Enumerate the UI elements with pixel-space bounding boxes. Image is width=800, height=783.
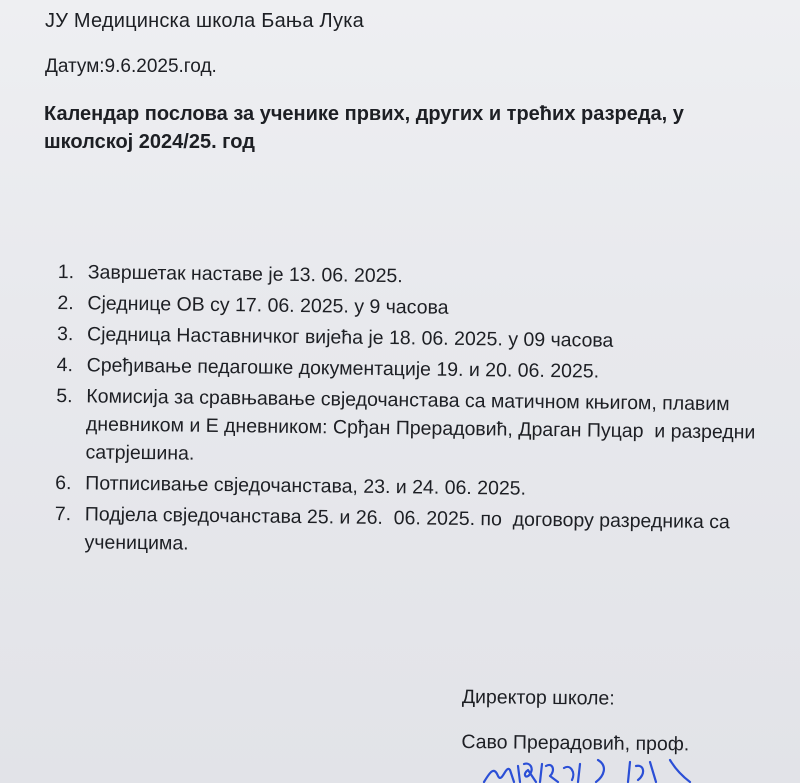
schedule-list (54, 258, 778, 568)
list-item (57, 320, 777, 357)
list-item (54, 500, 775, 565)
list-item-number: 2. (57, 291, 74, 315)
list-item-number: 1. (57, 260, 75, 284)
signatory-role: Директор школе: (461, 686, 615, 710)
list-item-text: Завршетак наставе је 13. 06. 2025. (87, 261, 403, 288)
list-item-text: Потписивање свједочанстава, 23. и 24. 06. 2025. (85, 472, 527, 500)
signature-block (461, 686, 690, 756)
list-item-text: Подјела свједочанстава 25. и 26. 06. 2025. по договору разредника са ученицима. (84, 503, 736, 555)
list-item (57, 351, 777, 388)
list-item-text: Сједница Наставничког вијећа је 18. 06. 2025. у 09 часова (86, 323, 614, 352)
list-item-text: Сређивање педагошке документације 19. и 20. 06. 2025. (86, 354, 600, 383)
list-item-number: 3. (56, 322, 74, 346)
list-item (58, 258, 778, 295)
list-item-number: 6. (55, 471, 72, 495)
list-item-text: Комисија за сравњавање свједочанстава са матичном књигом, плавим дневником и Е дневником: Срђан Прерадовић, Драган Пуцар и разредни сатрјешина. (85, 385, 761, 465)
list-item-number: 4. (56, 353, 74, 377)
list-item-number: 5. (56, 384, 73, 408)
list-item (57, 289, 777, 326)
school-name: ЈУ Медицинска школа Бања Лука (45, 10, 364, 32)
document-date: Датум:9.6.2025.год. (45, 56, 217, 77)
list-item-number: 7. (54, 502, 72, 526)
handwritten-signature (480, 752, 710, 783)
list-item (55, 469, 775, 506)
document-title: Календар послова за ученике првих, других и трећих разреда, у школској 2024/25. год (44, 103, 684, 153)
signatory-name: Саво Прерадовић, проф. (461, 730, 690, 756)
list-item (55, 382, 776, 475)
list-item-text: Сједнице ОВ су 17. 06. 2025. у 9 часова (87, 292, 449, 319)
